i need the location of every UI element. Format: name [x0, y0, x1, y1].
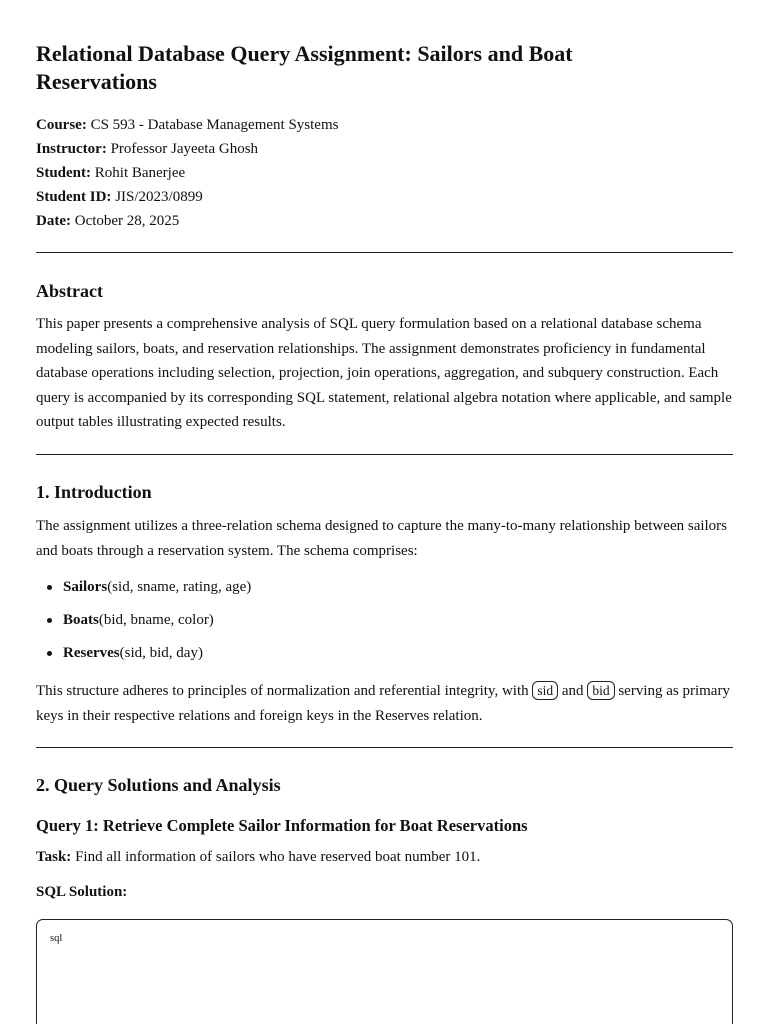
meta-instructor	[36, 137, 338, 161]
text-run: This structure adheres to principles of normalization and referential integrity, with	[36, 683, 529, 699]
relation-attributes: (sid, sname, rating, age)	[107, 579, 252, 595]
sql-code-block	[36, 919, 733, 1024]
sql-solution-label: SQL Solution:	[36, 884, 128, 900]
bullet-icon	[47, 651, 52, 656]
inline-code-bid: bid	[587, 681, 614, 700]
list-item	[36, 642, 251, 675]
meta-value: Rohit Banerjee	[94, 165, 186, 181]
meta-date	[36, 209, 338, 233]
query1-task	[36, 845, 733, 870]
text-run: serving as primary keys in their respective relations and foreign keys in the Reserves relation.	[36, 683, 730, 724]
schema-list	[36, 576, 251, 675]
meta-student	[36, 161, 338, 185]
abstract-heading: Abstract	[36, 281, 103, 301]
meta-value: JIS/2023/0899	[115, 189, 203, 205]
meta-label: Student ID:	[36, 189, 112, 205]
document-title: Relational Database Query Assignment: Sailors and Boat Reservations	[36, 41, 573, 94]
meta-student-id	[36, 185, 338, 209]
divider	[36, 252, 733, 253]
introduction-closing	[36, 679, 733, 728]
relation-name: Boats	[63, 612, 99, 628]
relation-name: Reserves	[63, 645, 120, 661]
meta-label: Course:	[36, 117, 87, 133]
metadata-block	[36, 113, 338, 233]
meta-label: Instructor:	[36, 141, 107, 157]
text-run: and	[561, 683, 584, 699]
inline-code-sid: sid	[532, 681, 558, 700]
queries-heading: 2. Query Solutions and Analysis	[36, 775, 281, 795]
list-item	[36, 609, 251, 642]
code-language-label: sql	[50, 933, 63, 944]
relation-attributes: (sid, bid, day)	[119, 645, 203, 661]
task-label: Task:	[36, 849, 72, 865]
divider	[36, 747, 733, 748]
meta-label: Date:	[36, 213, 71, 229]
bullet-icon	[47, 618, 52, 623]
query1-heading: Query 1: Retrieve Complete Sailor Information for Boat Reservations	[36, 816, 528, 835]
introduction-heading: 1. Introduction	[36, 482, 152, 502]
divider	[36, 454, 733, 455]
meta-value: Professor Jayeeta Ghosh	[110, 141, 259, 157]
list-item	[36, 576, 251, 609]
meta-value: CS 593 - Database Management Systems	[90, 117, 339, 133]
relation-name: Sailors	[63, 579, 108, 595]
bullet-icon	[47, 585, 52, 590]
abstract-text: This paper presents a comprehensive analysis of SQL query formulation based on a relational database schema modeling sailors, boats, and reservation relationships. The assignment demonstrates proficiency in fundamental database operations including selection, projection, join operations, aggregation, and subquery construction. Each query is accompanied by its corresponding SQL statement, relational algebra notation where applicable, and sample output tables illustrating expected results.	[36, 316, 732, 430]
relation-attributes: (bid, bname, color)	[98, 612, 214, 628]
task-text: Find all information of sailors who have reserved boat number 101.	[75, 849, 481, 865]
meta-course	[36, 113, 338, 137]
meta-value: October 28, 2025	[74, 213, 180, 229]
meta-label: Student:	[36, 165, 92, 181]
introduction-text: The assignment utilizes a three-relation schema designed to capture the many-to-many relationship between sailors and boats through a reservation system. The schema comprises:	[36, 518, 728, 559]
